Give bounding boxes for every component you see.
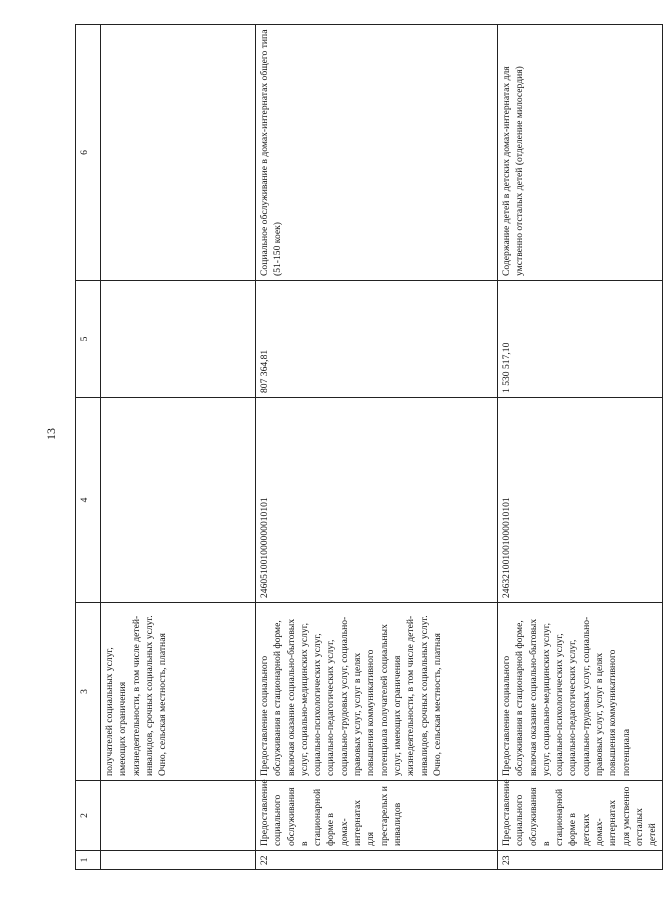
- row-number: 23: [498, 851, 663, 870]
- header-cell-2: 2: [76, 781, 101, 851]
- service-description: Предоставление социального обслуживания в стационарной форме, включая оказание социально-бытовых услуг, социально-медицинских услуг, социально-психологических услуг, социально-педагогических услуг, социально-трудовых услуг, социально-правовых услуг, услуг в целях повышения коммуникативного потенциала: [498, 603, 663, 781]
- services-table: [75, 24, 663, 870]
- header-cell-6: 6: [76, 25, 101, 281]
- page-number: 13: [44, 428, 58, 440]
- table-header-row: [76, 25, 101, 870]
- table-row: [498, 25, 663, 870]
- service-amount: 1 530 517,10: [498, 281, 663, 398]
- service-name: [101, 781, 256, 851]
- service-code: 246321001001000010101: [498, 398, 663, 603]
- header-cell-3: 3: [76, 603, 101, 781]
- service-amount: 807 364,81: [256, 281, 498, 398]
- service-amount: [101, 281, 256, 398]
- header-cell-5: 5: [76, 281, 101, 398]
- services-table-rotated: [75, 25, 659, 870]
- service-name: Предоставление социального обслуживания в стационарной форме в детских домах-интернатах для умственно отсталых детей: [498, 781, 663, 851]
- service-code: [101, 398, 256, 603]
- service-note: Социальное обслуживание в домах-интернатах общего типа (51-150 коек): [256, 25, 498, 281]
- service-description: получателей социальных услуг, имеющих ограничения жизнедеятельности, в том числе детей-инвалидов, срочных социальных услуг. Очно, сельская местность, платная: [101, 603, 256, 781]
- service-description: Предоставление социального обслуживания в стационарной форме, включая оказание социально-бытовых услуг, социально-медицинских услуг, социально-психологических услуг, социально-педагогических услуг, социально-трудовых услуг, социально-правовых услуг, услуг в целях повышения коммуникативного потенциала получателей социальных услуг, имеющих ограничения жизнедеятельности, в том числе детей-инвалидов, срочных социальных услуг. Очно, сельская местность, платная: [256, 603, 498, 781]
- row-number: [101, 851, 256, 870]
- header-cell-1: 1: [76, 851, 101, 870]
- service-note: [101, 25, 256, 281]
- service-note: Содержание детей в детских домах-интернатах для умственно отсталых детей (отделение милосердия): [498, 25, 663, 281]
- table-row: [101, 25, 256, 870]
- service-code: 246051001000000010101: [256, 398, 498, 603]
- header-cell-4: 4: [76, 398, 101, 603]
- service-name: Предоставление социального обслуживания в стационарной форме в домах-интернатах для престарелых и инвалидов: [256, 781, 498, 851]
- row-number: 22: [256, 851, 498, 870]
- table-row: [256, 25, 498, 870]
